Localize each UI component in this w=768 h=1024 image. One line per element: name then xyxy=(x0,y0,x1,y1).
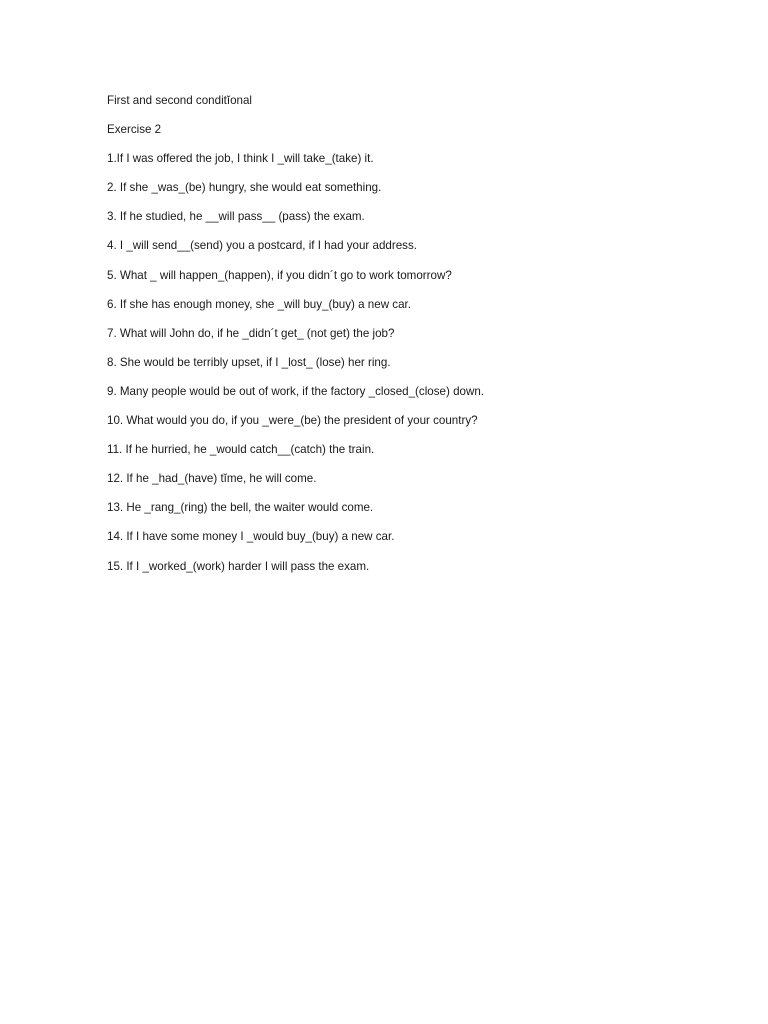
exercise-heading: Exercise 2 xyxy=(107,123,162,137)
exercise-item-3: 3. If he studied, he __will pass__ (pass) the exam. xyxy=(107,210,365,224)
exercise-item-4: 4. I _will send__(send) you a postcard, if I had your address. xyxy=(107,239,417,253)
exercise-item-1: 1.If I was offered the job, I think I _will take_(take) it. xyxy=(107,152,374,166)
exercise-item-11: 11. If he hurried, he _would catch__(catch) the train. xyxy=(107,443,375,457)
exercise-item-12: 12. If he _had_(have) tĭme, he will come. xyxy=(107,472,317,486)
exercise-item-7: 7. What will John do, if he _didn´t get_ (not get) the job? xyxy=(107,326,395,340)
exercise-item-10: 10. What would you do, if you _were_(be) the president of your country? xyxy=(107,414,478,428)
exercise-item-9: 9. Many people would be out of work, if the factory _closed_(close) down. xyxy=(107,384,485,398)
exercise-item-13: 13. He _rang_(ring) the bell, the waiter would come. xyxy=(107,501,374,515)
exercise-item-6: 6. If she has enough money, she _will buy_(buy) a new car. xyxy=(107,297,411,311)
document-title: First and second conditĭonal xyxy=(107,94,253,107)
exercise-item-5: 5. What _ will happen_(happen), if you didn´t go to work tomorrow? xyxy=(107,268,452,282)
exercise-item-14: 14. If I have some money I _would buy_(buy) a new car. xyxy=(107,530,395,544)
exercise-item-8: 8. She would be terribly upset, if I _lost_ (lose) her ring. xyxy=(107,355,391,369)
exercise-item-2: 2. If she _was_(be) hungry, she would eat something. xyxy=(107,181,382,195)
document-content xyxy=(107,92,707,587)
exercise-item-15: 15. If I _worked_(work) harder I will pass the exam. xyxy=(107,559,370,573)
